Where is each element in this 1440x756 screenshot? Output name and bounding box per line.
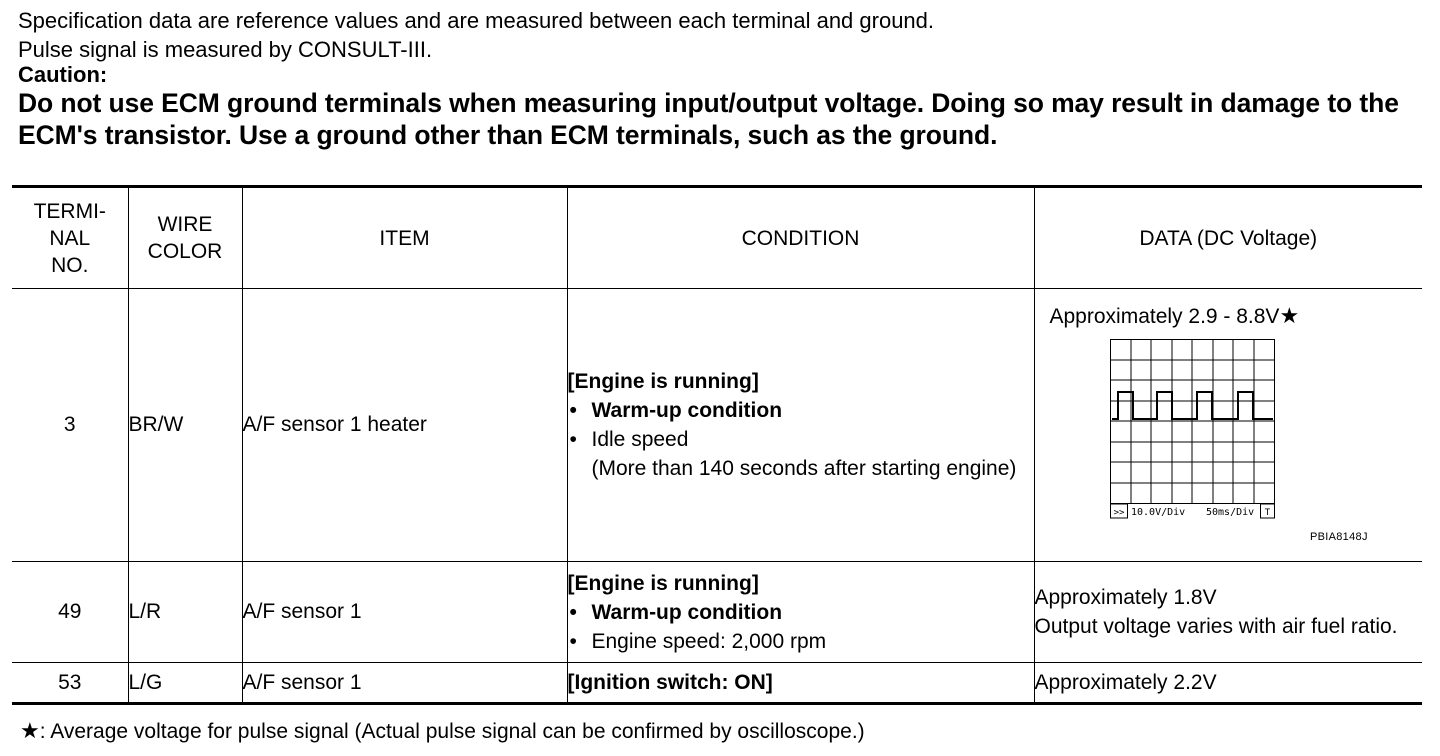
scope-voltage-label: 10.0V/Div [1131, 507, 1186, 518]
condition-cell [567, 562, 1034, 663]
header-item: ITEM [242, 187, 567, 289]
terminal-cell: 53 [12, 663, 128, 704]
terminal-cell: 3 [12, 289, 128, 562]
figure-id: PBIA8148J [1310, 531, 1368, 543]
oscilloscope-waveform [1110, 339, 1278, 519]
condition-list [568, 396, 1034, 483]
condition-title: [Engine is running] [567, 571, 759, 595]
condition-title: [Engine is running] [567, 370, 759, 393]
caution-label: Caution: [18, 62, 108, 87]
condition-cell [567, 289, 1034, 562]
wire-color-cell: L/R [128, 562, 242, 663]
header-wire-color: WIRE COLOR [128, 187, 242, 289]
spec-note: Specification data are reference values and are measured between each terminal and ground. [18, 8, 935, 33]
star-icon: ★ [1279, 303, 1300, 328]
condition-bullet: • Engine speed: 2,000 rpm [568, 627, 1034, 656]
caution-text: Do not use ECM ground terminals when measuring input/output voltage. Doing so may result in damage to the ECM's transistor. Use a ground other than ECM terminals, such as the ground. [18, 88, 1399, 150]
scope-footer [1111, 504, 1275, 518]
item-cell: A/F sensor 1 heater [242, 289, 567, 562]
footnote-text: : Average voltage for pulse signal (Actual pulse signal can be confirmed by oscilloscope.) [39, 720, 865, 743]
table-header-row [12, 187, 1422, 289]
condition-cell [567, 663, 1034, 704]
condition-subnote: (More than 140 seconds after starting engine) [591, 457, 1017, 480]
table-row [12, 562, 1422, 663]
table-row [12, 663, 1422, 704]
header-terminal-no: TERMI- NAL NO. [12, 187, 128, 289]
item-cell: A/F sensor 1 [242, 663, 567, 704]
condition-list [568, 598, 1034, 656]
header-condition: CONDITION [567, 187, 1034, 289]
header-data: DATA (DC Voltage) [1034, 187, 1422, 289]
data-value: Approximately 2.9 - 8.8V★ [1049, 303, 1300, 328]
data-note: Output voltage varies with air fuel ratio. [1034, 615, 1398, 638]
terminal-cell: 49 [12, 562, 128, 663]
footnote [20, 718, 865, 744]
star-icon: ★ [20, 718, 40, 743]
wire-color-cell: BR/W [128, 289, 242, 562]
data-cell: Approximately 2.2V [1034, 663, 1422, 704]
scope-grid [1110, 339, 1275, 504]
scope-prefix: >> [1113, 508, 1125, 518]
intro [18, 6, 1428, 151]
scope-time-label: 50ms/Div [1206, 507, 1255, 518]
condition-bullet: • Warm-up condition [568, 396, 1034, 425]
item-cell: A/F sensor 1 [242, 562, 567, 663]
data-cell [1034, 562, 1422, 663]
condition-bullet: • Idle speed (More than 140 seconds after starting engine) [568, 425, 1034, 483]
pulse-note: Pulse signal is measured by CONSULT-III. [18, 37, 433, 62]
condition-title: [Ignition switch: ON] [567, 671, 773, 694]
wire-color-cell: L/G [128, 663, 242, 704]
condition-bullet: • Warm-up condition [568, 598, 1034, 627]
scope-suffix: T [1264, 508, 1271, 518]
data-value: Approximately 1.8V [1034, 586, 1217, 609]
